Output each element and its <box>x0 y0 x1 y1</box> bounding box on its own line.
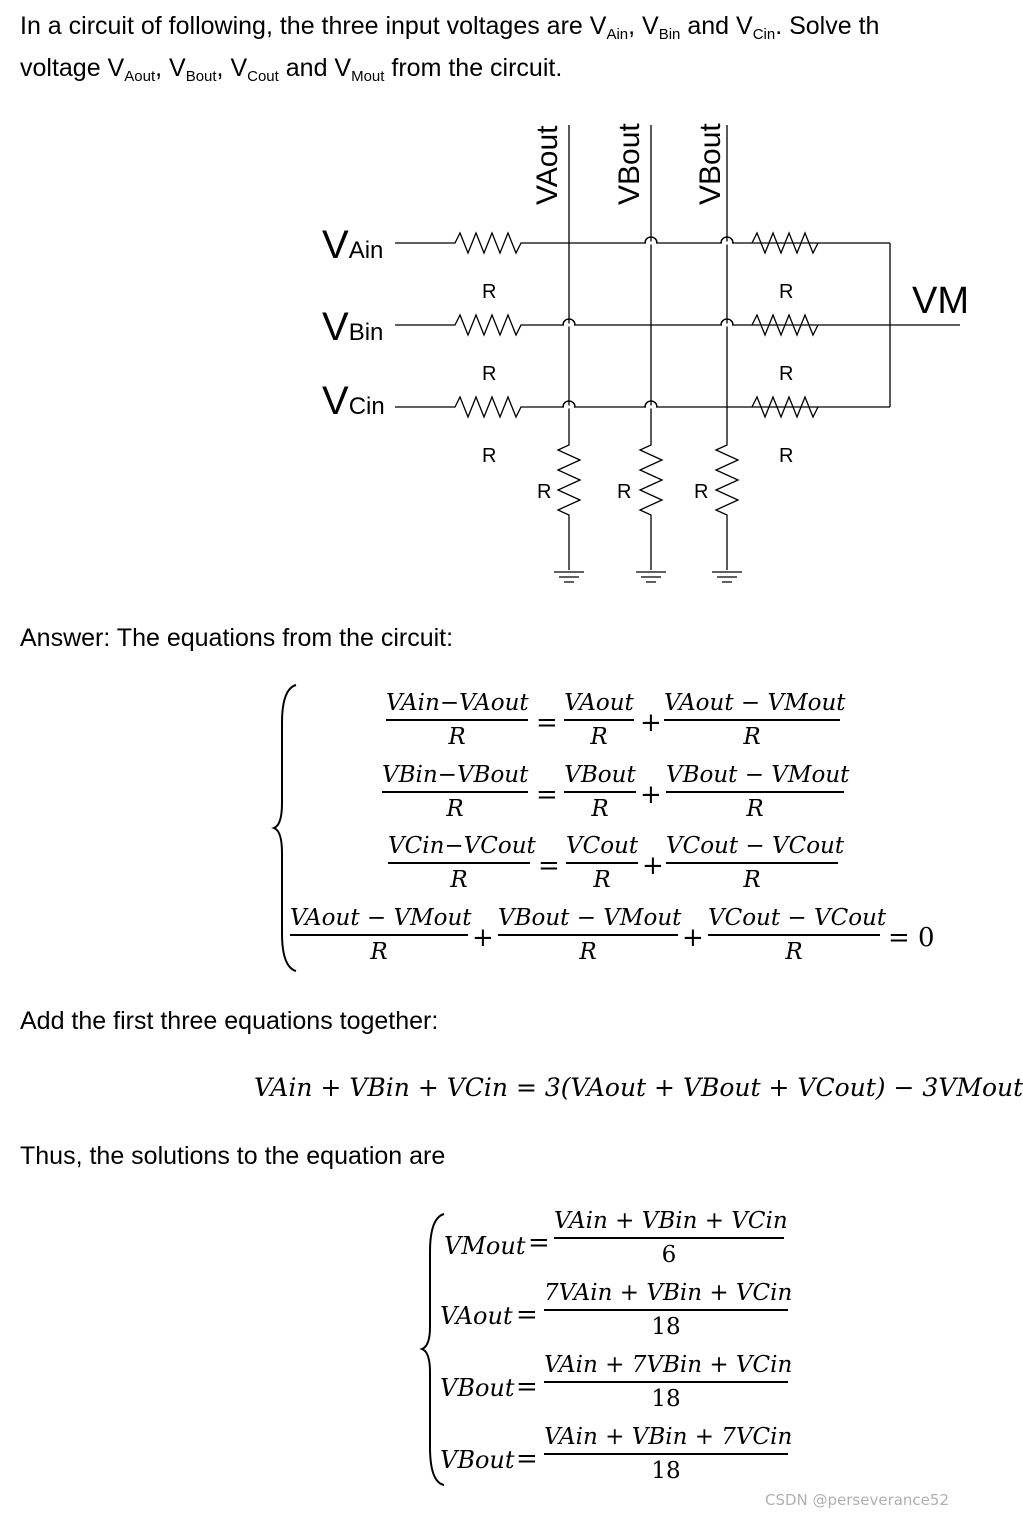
plus-sign: + <box>640 708 662 738</box>
thus-heading: Thus, the solutions to the equation are <box>20 1142 446 1170</box>
problem-line-1: In a circuit of following, the three input voltages are $V_{Ain}$, $V_{Bin}$ and $V_{Cin}$. Solve th <box>20 12 880 43</box>
eq3-rhs2: VCout − VCout R <box>666 833 845 893</box>
column-label-aout: VAout <box>531 125 564 205</box>
resistor-label: R <box>779 363 794 385</box>
eq4-term3: VCout − VCout R <box>708 905 887 965</box>
wire-b-input <box>395 315 960 335</box>
eq3-rhs1: VCout R <box>566 833 639 893</box>
wire-c-input <box>395 397 890 417</box>
resistor-label: R <box>482 363 497 385</box>
resistor-label: R <box>779 445 794 467</box>
column-label-bout-2: VBout <box>694 123 727 205</box>
plus-sign: + <box>642 851 664 881</box>
plus-sign: + <box>472 923 494 953</box>
output-label: VM <box>912 280 969 322</box>
sol2-lhs: VAout <box>440 1302 513 1330</box>
equals-sign: = <box>536 708 558 738</box>
eq2-lhs: VBin−VBout R <box>382 762 529 822</box>
sol1-rhs: VAin + VBin + VCin 6 <box>554 1208 788 1268</box>
plus-sign: + <box>640 780 662 810</box>
answer-heading: Answer: The equations from the circuit: <box>20 624 454 652</box>
eq1-rhs2: VAout − VMout R <box>664 690 846 750</box>
eq2-rhs2: VBout − VMout R <box>666 762 850 822</box>
sol3-lhs: VBout <box>440 1374 515 1402</box>
input-label-a: VAin <box>322 223 384 267</box>
sol1-lhs: VMout <box>444 1232 526 1260</box>
wire-a-input <box>395 233 890 253</box>
resistor-label: R <box>694 481 709 503</box>
watermark: CSDN @perseverance52 <box>764 1491 949 1509</box>
equals-sign: = <box>538 851 560 881</box>
sol2-rhs: 7VAin + VBin + VCin 18 <box>544 1280 793 1340</box>
add-heading: Add the first three equations together: <box>20 1007 439 1035</box>
equals-sign: = <box>528 1228 550 1258</box>
resistor-label: R <box>537 481 552 503</box>
eq4-rhs: = 0 <box>888 923 935 953</box>
problem-line-2: voltage $V_{Aout}$, $V_{Bout}$, $V_{Cout}$ and $V_{Mout}$ from the circuit. <box>20 54 563 85</box>
ground-b <box>636 572 666 582</box>
sum-equation: VAin + VBin + VCin = 3(VAout + VBout + VCout) − 3VMout <box>254 1073 1023 1102</box>
ground-a <box>554 572 584 582</box>
equals-sign: = <box>516 1300 538 1330</box>
resistor-label: R <box>779 281 794 303</box>
input-label-b: VBin <box>322 305 384 349</box>
input-label-c: VCin <box>322 379 385 423</box>
eq3-lhs: VCin−VCout R <box>388 833 536 893</box>
resistor-label: R <box>617 481 632 503</box>
eq1-lhs: VAin−VAout R <box>386 690 529 750</box>
eq4-term2: VBout − VMout R <box>498 905 682 965</box>
sol3-rhs: VAin + 7VBin + VCin 18 <box>544 1352 793 1412</box>
eq4-term1: VAout − VMout R <box>290 905 472 965</box>
ground-c <box>712 572 742 582</box>
column-label-bout: VBout <box>613 123 646 205</box>
circuit-diagram <box>0 0 969 600</box>
eq1-rhs1: VAout R <box>564 690 634 750</box>
plus-sign: + <box>682 923 704 953</box>
equals-sign: = <box>516 1444 538 1474</box>
equals-sign: = <box>536 780 558 810</box>
resistor-label: R <box>482 281 497 303</box>
sol4-lhs: VBout <box>440 1446 515 1474</box>
resistor-label: R <box>482 445 497 467</box>
sol4-rhs: VAin + VBin + 7VCin 18 <box>544 1424 793 1484</box>
eq2-rhs1: VBout R <box>564 762 636 822</box>
equals-sign: = <box>516 1372 538 1402</box>
